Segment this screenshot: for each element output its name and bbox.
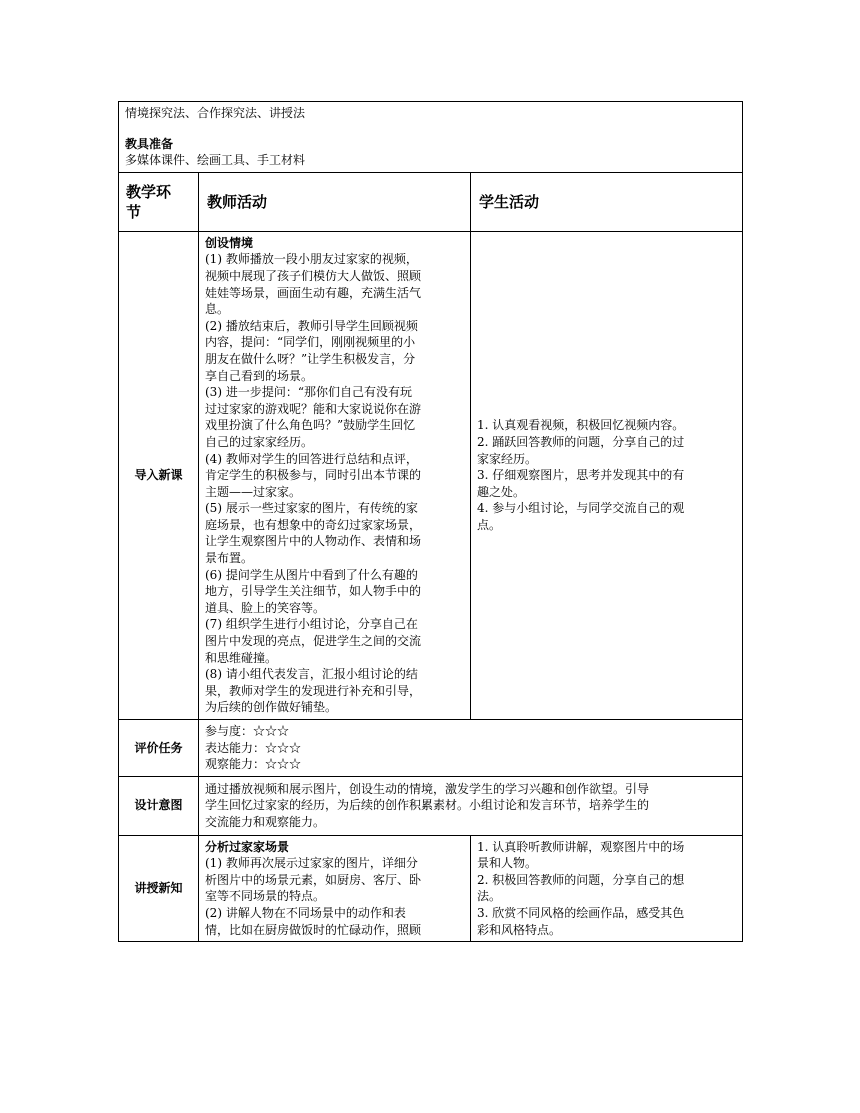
header-row: [119, 172, 743, 231]
teacher-activity-line: 让学生观察图片中的人物动作、表情和场: [205, 534, 422, 549]
teacher-activity-line: 自己的过家家经历。: [205, 434, 314, 449]
teacher-activity-line: 为后续的创作做好铺垫。: [205, 700, 338, 715]
teacher-activity-line: (8) 请小组代表发言，汇报小组讨论的结: [205, 667, 418, 682]
lecture-student-activity: [471, 835, 743, 942]
intro-section-label: 导入新课: [119, 231, 199, 719]
teacher-activity-line: 庭场景，也有想象中的奇幻过家家场景，: [205, 517, 422, 532]
teacher-activity-line: 主题——过家家。: [205, 484, 302, 499]
student-activity-line: 4. 参与小组讨论，与同学交流自己的观: [477, 501, 685, 516]
lesson-plan-table: [118, 101, 743, 942]
teacher-activity-line: 析图片中的场景元素，如厨房、客厅、卧: [205, 872, 422, 887]
evaluation-item: 参与度：☆☆☆: [205, 724, 290, 738]
evaluation-content: [199, 720, 743, 777]
design-lines: [205, 781, 736, 831]
design-row: [119, 776, 743, 835]
teacher-activity-line: 戏里扮演了什么角色吗？”鼓励学生回忆: [205, 418, 416, 433]
intro-teacher-activity: [199, 231, 471, 719]
student-activity-line: 趣之处。: [477, 484, 526, 499]
lecture-teacher-title: 分析过家家场景: [205, 839, 290, 854]
intro-teacher-title: 创设情境: [205, 235, 254, 250]
teaching-methods: 情境探究法、合作探究法、讲授法: [125, 106, 306, 120]
intro-student-lines: [477, 417, 736, 533]
intro-section-row: [119, 231, 743, 719]
lecture-student-lines: [477, 839, 736, 939]
lecture-teacher-lines: [205, 855, 464, 938]
student-activity-line: 2. 踊跃回答教师的问题，分享自己的过: [477, 434, 685, 449]
student-activity-line: 彩和风格特点。: [477, 922, 562, 937]
teacher-activity-line: 肯定学生的积极参与，同时引出本节课的: [205, 468, 422, 483]
teacher-activity-line: (2) 播放结束后，教师引导学生回顾视频: [205, 318, 418, 333]
teacher-activity-line: 情，比如在厨房做饭时的忙碌动作，照顾: [205, 922, 422, 937]
evaluation-item: 表达能力：☆☆☆: [205, 740, 302, 755]
intro-cell: [119, 102, 743, 173]
student-activity-line: 3. 欣赏不同风格的绘画作品，感受其色: [477, 905, 685, 920]
header-stage-line2: 节: [126, 202, 142, 221]
student-activity-line: 法。: [477, 889, 502, 904]
teacher-activity-line: 图片中发现的亮点，促进学生之间的交流: [205, 634, 422, 649]
student-activity-line: 点。: [477, 517, 502, 532]
teacher-activity-line: 果，教师对学生的发现进行补充和引导，: [205, 683, 422, 698]
student-activity-line: 1. 认真观看视频，积极回忆视频内容。: [477, 418, 685, 433]
student-activity-line: 3. 仔细观察图片，思考并发现其中的有: [477, 468, 685, 483]
design-line: 通过播放视频和展示图片，创设生动的情境，激发学生的学习兴趣和创作欲望。引导: [205, 781, 650, 796]
evaluation-label: 评价任务: [119, 720, 199, 777]
teacher-activity-line: (3) 进一步提问：“那你们自己有没有玩: [205, 385, 412, 400]
intro-student-activity: [471, 231, 743, 719]
teacher-activity-line: (1) 教师播放一段小朋友过家家的视频，: [205, 252, 418, 267]
teacher-activity-line: (2) 讲解人物在不同场景中的动作和表: [205, 905, 406, 920]
lecture-label: 讲授新知: [119, 835, 199, 942]
design-line: 学生回忆过家家的经历，为后续的创作积累素材。小组讨论和发言环节，培养学生的: [205, 798, 650, 813]
design-label: 设计意图: [119, 776, 199, 835]
header-teacher: 教师活动: [199, 172, 471, 231]
teacher-activity-line: (4) 教师对学生的回答进行总结和点评，: [205, 451, 418, 466]
teacher-activity-line: 内容，提问：“同学们，刚刚视频里的小: [205, 335, 416, 350]
teacher-activity-line: 过过家家的游戏呢？能和大家说说你在游: [205, 401, 422, 416]
evaluation-lines: [205, 723, 736, 773]
header-stage: [119, 172, 199, 231]
teacher-activity-line: (6) 提问学生从图片中看到了什么有趣的: [205, 567, 418, 582]
header-student: 学生活动: [471, 172, 743, 231]
teacher-activity-line: 息。: [205, 302, 230, 317]
teacher-activity-line: 地方，引导学生关注细节，如人物手中的: [205, 584, 422, 599]
student-activity-line: 家家经历。: [477, 451, 538, 466]
teacher-activity-line: (5) 展示一些过家家的图片，有传统的家: [205, 501, 418, 516]
design-content: [199, 776, 743, 835]
evaluation-row: [119, 720, 743, 777]
teacher-activity-line: (7) 组织学生进行小组讨论，分享自己在: [205, 617, 418, 632]
student-activity-line: 2. 积极回答教师的问题，分享自己的想: [477, 872, 685, 887]
student-activity-line: 景和人物。: [477, 856, 538, 871]
student-activity-line: 1. 认真聆听教师讲解，观察图片中的场: [477, 839, 685, 854]
teacher-activity-line: 景布置。: [205, 551, 254, 566]
teacher-activity-line: (1) 教师再次展示过家家的图片，详细分: [205, 856, 418, 871]
teacher-activity-line: 娃娃等场景，画面生动有趣，充满生活气: [205, 285, 422, 300]
header-stage-line1: 教学环: [126, 182, 172, 201]
design-line: 交流能力和观察能力。: [205, 814, 326, 829]
intro-teacher-lines: [205, 251, 464, 716]
tools-list: 多媒体课件、绘画工具、手工材料: [125, 153, 306, 168]
intro-row: [119, 102, 743, 173]
teacher-activity-line: 和思维碰撞。: [205, 650, 278, 665]
teacher-activity-line: 朋友在做什么呀？”让学生积极发言，分: [205, 351, 416, 366]
lecture-teacher-activity: [199, 835, 471, 942]
teacher-activity-line: 道具、脸上的笑容等。: [205, 600, 326, 615]
teacher-activity-line: 享自己看到的场景。: [205, 368, 314, 383]
evaluation-item: 观察能力：☆☆☆: [205, 757, 302, 772]
teacher-activity-line: 视频中展现了孩子们模仿大人做饭、照顾: [205, 268, 422, 283]
lecture-row: [119, 835, 743, 942]
tools-heading: 教具准备: [125, 136, 174, 151]
teacher-activity-line: 室等不同场景的特点。: [205, 889, 326, 904]
